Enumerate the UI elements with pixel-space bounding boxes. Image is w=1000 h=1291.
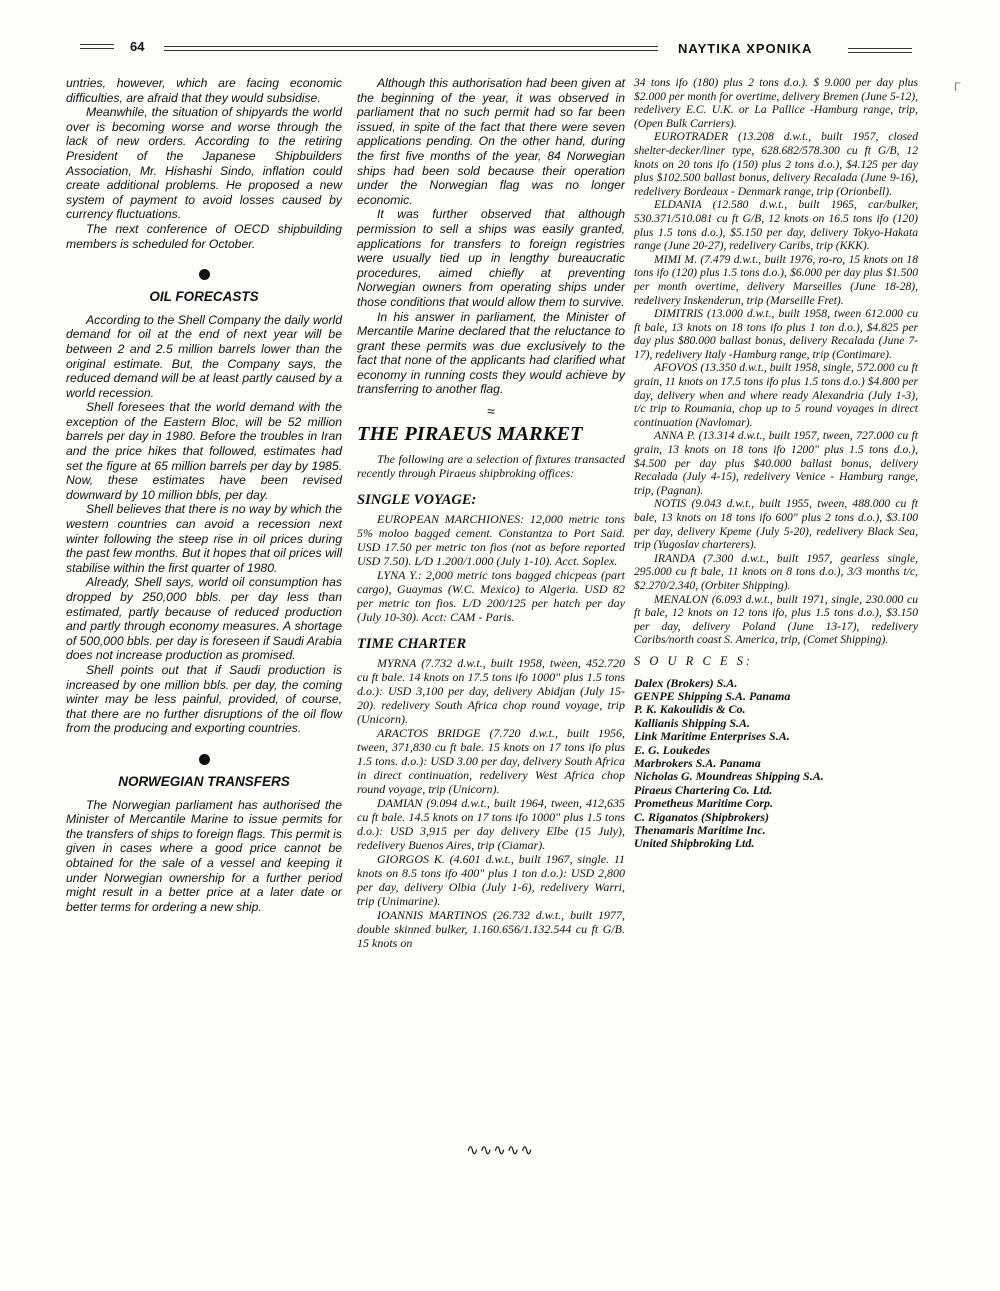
fixture-entry: 34 tons ifo (180) plus 2 tons d.o.). $ 9.000 per day plus $2.000 per month for overtime, delivery Bremen (June 5-12), redelivery E.C. U.K. or La Pallice -Hamburg range, trip, (Open Bulk Carriers). [634, 76, 918, 130]
fixture-entry: DIMITRIS (13.000 d.w.t., built 1958, tween 612.000 cu ft bale, 13 knots on 18 tons ifo plus 1 ton d.o.), $4.825 per day plus $80.000 ballast bonus, delivery Recalada (June 7-17), redelivery Italy -Hamburg range, trip (Contimare). [634, 307, 918, 361]
source-item: Nicholas G. Moundreas Shipping S.A. [634, 769, 824, 784]
page-number: 64 [130, 39, 145, 54]
oil-paragraph: Shell points out that if Saudi production is increased by one million bbls. per day, the coming winter may be less painful, provided, of course, that there are no further disruptions of the oil flow from the producing and exporting countries. [66, 662, 342, 736]
source-item: United Shipbroking Ltd. [634, 836, 755, 851]
fixture-entry: GIORGOS K. (4.601 d.w.t., built 1967, single. 11 knots on 8.5 tons ifo 400" plus 1 ton d.o.): USD 2,800 per day, delivery Olbia (July 1-6), redelivery Warri, trip (Unimarine). [357, 852, 625, 909]
oil-paragraph: According to the Shell Company the daily world demand for oil at the end of next year will be between 2 and 2.5 million barrels lower than the original estimate. But, the Company says, the reduced demand will be at least partly caused by a world recession. [66, 312, 342, 400]
source-item: Kallianis Shipping S.A. [634, 715, 751, 730]
col1-intro-paragraph: untries, however, which are facing economic difficulties, are afraid that they would subsidise. [66, 76, 342, 105]
header-rule-right [848, 48, 912, 53]
source-item: Prometheus Maritime Corp. [634, 796, 774, 811]
source-item: Marbrokers S.A. Panama [634, 755, 761, 770]
fixture-entry: DAMIAN (9.094 d.w.t., built 1964, tween, 412,635 cu ft bale. 14.5 knots on 17 tons ifo 1000" plus 1.5 tons d.o.): USD 3,915 per day delivery Elbe (15 July), redelivery Buenos Aires, trip (Ciamar). [357, 796, 625, 853]
source-item: Link Maritime Enterprises S.A. [634, 729, 790, 744]
market-intro: The following are a selection of fixtures transacted recently through Piraeus shipbroking offices: [357, 452, 625, 481]
journal-name: ΝΑΥΤΙΚΑ ΧΡΟΝΙΚΑ [678, 41, 813, 56]
fixture-entry: NOTIS (9.043 d.w.t., built 1955, tween, 488.000 cu ft bale, 13 knots on 18 tons ifo 600" plus 2 tons d.o.), $3.100 per day, delivery Kpeme (July 5-20), redelivery Black Sea, trip (Yugoslav charterers). [634, 497, 918, 552]
fixture-entry: MIMI M. (7.479 d.w.t., built 1976, ro-ro, 15 knots on 18 tons ifo (120) plus 1.5 tons d.o.), $6.000 per day plus $1.500 per month overtime, delivery Marseilles (June 18-28), redelivery Inskenderun, trip (Marseille Fret). [634, 252, 918, 307]
col1-intro-paragraph: Meanwhile, the situation of shipyards the world over is becoming worse and worse through the lack of new orders. According to the retiring President of the Japanese Shipbuilders Association, Mr. Hishashi Sindo, inflation could create additional problems. He proposed a new system of payment to avoid losses caused by currency fluctuations. [66, 105, 342, 222]
swirl-ornament-icon: ≈ [487, 403, 495, 420]
norwegian-paragraph: The Norwegian parliament has authorised the Minister of Mercantile Marine to issue permits for the transfers of ships to foreign flags. This permit is given in cases where a good price cannot be obtained for the sale of a vessel and keeping it under Norwegian ownership for a further period might result in a better price at a later date or better terms for ordering a new ship. [66, 797, 342, 914]
oil-paragraph: Shell believes that there is no way by which the western countries can avoid a recession next winter following the steep rise in oil prices during the past few months. But it hopes that oil prices will stabilise within the first quarter of 1980. [66, 502, 342, 575]
fixture-entry: ANNA P. (13.314 d.w.t., built 1957, tween, 727.000 cu ft grain, 13 knots on 18 tons ifo 1200" plus 1.5 tons d.o.), $4.500 per day plus $40.000 ballast bonus, delivery Recalada (July 4-15), redelivery Venice - Hamburg range, trip, (Pagnan). [634, 429, 918, 497]
page-header [0, 34, 1000, 64]
section-bullet-icon [199, 754, 210, 765]
fixture-entry: ELDANIA (12.580 d.w.t., built 1965, car/bulker, 530.371/510.081 cu ft G/B, 12 knots on 16.5 tons ifo (120) plus 1.5 tons d.o.), $5.150 per day, delivery Tokyo-Hakata range (June 20-27), redelivery Caribs, trip (KKK). [634, 198, 918, 253]
piraeus-market-title: THE PIRAEUS MARKET [357, 423, 583, 446]
fixture-entry: ARACTOS BRIDGE (7.720 d.w.t., built 1956, tween, 371,830 cu ft bale. 15 knots on 17 tons ifo plus 1.5 tons. d.o.): USD 3.00 per day, delivery South Africa in direct continuation, redelivery West Africa chop round voyage, trip (Unicorn). [357, 726, 625, 797]
header-rule-left [80, 44, 114, 49]
source-item: Dalex (Brokers) S.A. [634, 675, 738, 690]
time-charter-heading: TIME CHARTER [357, 636, 467, 653]
source-item: P. K. Kakoulidis & Co. [634, 702, 746, 717]
fixture-entry: AFOVOS (13.350 d.w.t., built 1958, single, 572.000 cu ft grain, 11 knots on 17.5 tons ifo plus 1.5 tons d.o.) $4.800 per day, delivery when and where ready Alexandria (July 1-3), t/c trip to Roumania, chop up to 5 round voyages in direct continuation (Navlomar). [634, 361, 918, 429]
fixture-entry: IOANNIS MARTINOS (26.732 d.w.t., built 1977, double skinned bulker, 1.160.656/1.132.544 cu ft G/B. 15 knots on [357, 908, 625, 951]
fixture-entry: IRANDA (7.300 d.w.t., built 1957, gearless single, 295.000 cu ft bale, 11 knots on 8 tons d.o.), 3/3 months t/c, $2.270/2.340, (Orbiter Shipping). [634, 551, 918, 592]
source-item: E. G. Loukedes [634, 742, 710, 757]
oil-paragraph: Shell foresees that the world demand with the exception of the Eastern Bloc, will be 52 million barrels per day in 1980. Before the troubles in Iran and the price hikes that followed, estimates had set the figure at 65 million barrels per day by 1985. Now, these estimates have been revised downward by 10 million bbls, per day. [66, 400, 342, 502]
oil-paragraph: Already, Shell says, world oil consumption has dropped by 250,000 bbls. per day less than estimated, partly because of reduced production and partly through economy measures. A shortage of 500,000 bbls. per day is foreseen if Saudi Arabia does not increase production as promised. [66, 575, 342, 663]
norwegian-continued-paragraph: In his answer in parliament, the Minister of Mercantile Marine declared that the reluctance to grant these permits was due exclusively to the fact that none of the applicants had clarified what economy in running costs they would achieve by transferring to another flag. [357, 309, 625, 397]
single-voyage-heading: SINGLE VOYAGE: [357, 492, 477, 509]
column-3 [634, 76, 918, 851]
column-2 [357, 76, 625, 950]
fixture-entry: EUROPEAN MARCHIONES: 12,000 metric tons 5% moloo bagged cement. Constantza to Port Said. USD 17.50 per metric ton fios (not as before reported USD 7.50). L/D 1.200/1.000 (July 1-10). Acct. Soplex. [357, 512, 625, 569]
source-item: C. Riganatos (Shipbrokers) [634, 809, 770, 824]
norwegian-continued-paragraph: Although this authorisation had been given at the beginning of the year, it was observed in parliament that no such permit had so far been issued, in spite of the fact that there were seven applications pending. On the other hand, during the first five months of the year, 84 Norwegian ships had been sold because their operation under the Norwegian flag was no longer economic. [357, 76, 625, 207]
sources-heading: S O U R C E S: [634, 653, 754, 668]
norwegian-continued-paragraph: It was further observed that although permission to sell a ships was easily granted, applications for transfers to foreign registries were usually tied up in lengthy bureaucratic procedures, aimed chiefly at preventing Norwegian owners from operating ships under those conditions that would allow them to survive. [357, 207, 625, 309]
oil-forecasts-heading: OIL FORECASTS [149, 289, 259, 305]
corner-mark: Γ [954, 80, 961, 94]
col1-intro-paragraph: The next conference of OECD shipbuilding members is scheduled for October. [66, 221, 342, 251]
section-bullet-icon [199, 269, 210, 280]
column-1 [66, 76, 342, 914]
fixture-entry: MYRNA (7.732 d.w.t., built 1958, tween, 452.720 cu ft bale. 14 knots on 17.5 tons ifo 1000" plus 1.5 tons d.o.): USD 3,100 per day, delivery Abidjan (July 15-20). redelivery South Africa chop round voyage, trip (Unicorn). [357, 656, 625, 727]
fixture-entry: EUROTRADER (13.208 d.w.t., built 1957, closed shelter-decker/liner type, 628.682/578.300 cu ft G/B, 12 knots on 20 tons ifo (150) plus 2 tons d.o.), $4.125 per day plus $102.500 ballast bonus, delivery Recalada (June 9-16), redelivery Bordeaux - Denmark range, trip (Orionbell). [634, 130, 918, 198]
fixture-entry: MENALON (6.093 d.w.t., built 1971, single, 230.000 cu ft bale, 12 knots on 12 tons ifo, plus 1.5 tons d.o.), $3.150 per day, delivery Poland (June 13-17), redelivery Caribs/north coast S. America, trip, (Comet Shipping). [634, 592, 918, 647]
fixture-entry: LYNA Y.: 2,000 metric tons bagged chicpeas (part cargo), Guaymas (W.C. Mexico) to Algeria. USD 82 per metric ton fios. L/D 200/125 per hatch per day (July 10-30). Acct: CAM - Paris. [357, 568, 625, 625]
source-item: Piraeus Chartering Co. Ltd. [634, 782, 773, 797]
source-item: Thenamaris Maritime Inc. [634, 823, 766, 837]
source-item: GENPE Shipping S.A. Panama [634, 688, 791, 703]
header-rule-middle [164, 46, 658, 51]
norwegian-transfers-heading: NORWEGIAN TRANSFERS [118, 773, 290, 789]
footer-ornament-icon: ∿∿∿∿∿ [466, 1142, 534, 1159]
